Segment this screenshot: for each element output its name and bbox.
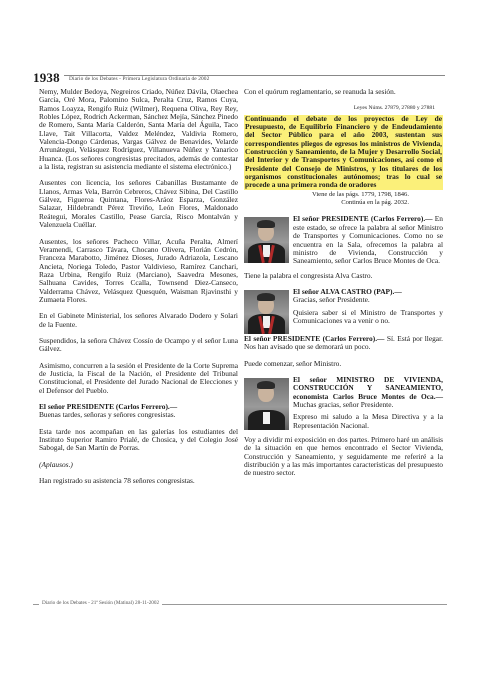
alva-castro-paragraph: Tiene la palabra el congresista Alva Castro. (244, 270, 373, 280)
president-photo (244, 217, 289, 263)
attendees-paragraph: Asimismo, concurren a la sesión el Presidente de la Corte Suprema de Justicia, la Fiscal de la Nación, el Presidente del Tribunal Constitucional, el Presidente del Jurado Nacional de Elecciones y el Defensor del Pueblo. (39, 360, 238, 395)
agenda-title: Continuando el debate de los proyectos de Ley de Presupuesto, de Equilibrio Financiero y de Endeudamiento del Sector Público para el año 2003, sustentan sus correspondientes pliegos de egresos los ministros de Vivienda, Construcción y Saneamiento, de la Mujer y Desarrollo Social, del Interior y de Transportes y Comunicaciones, así como el Presidente del Consejo de Ministros, y los titulares de los organismos constitucionales autónomos; tras lo cual se procede a una primera ronda de oradores (245, 113, 442, 190)
speaker-block-president (244, 215, 443, 271)
speaker-name: El señor ALVA CASTRO (PAP).— (293, 286, 402, 296)
students-paragraph: Esta tarde nos acompañan en las galerías los estudiantes del Instituto Superior Ramiro Prialé, de Chosica, y del Colegio José Sabogal, de San Martín de Porras. (39, 426, 238, 453)
speech-text: Sí. Está por llegar. Nos han avisado que se demorará un poco. (244, 333, 443, 352)
pages-reference: Viene de las págs. 1779, 1798, 1846. (311, 190, 409, 198)
speaker-name: El señor MINISTRO DE VIVIENDA, CONSTRUCCIÓN Y SANEAMIENTO, economista Carlos Bruce Montes de Oca.— (293, 374, 443, 401)
speech-text: Buenas tardes, señoras y señores congresistas. (39, 410, 176, 420)
running-title: Diario de los Debates - Primera Legislatura Ordinaria de 2002 (69, 76, 210, 82)
page-footer (33, 601, 447, 609)
begin-paragraph: Puede comenzar, señor Ministro. (244, 358, 342, 368)
left-column (39, 88, 238, 493)
speaker-block-alva-castro (244, 288, 443, 335)
exposition-paragraph: Voy a dividir mi exposición en dos partes. Primero haré un análisis de la situación en que hemos encontrado el Sector Vivienda, Construcción y Saneamiento, y seguidamente me referiré a la distribución y a las más importantes características del presupuesto de nuestro sector. (244, 434, 443, 478)
speech-text: Muchas gracias, señor Presidente. (293, 399, 394, 409)
president-greeting (39, 403, 238, 420)
speech-text: Gracias, señor Presidente. (293, 295, 370, 305)
applause-note: (Aplausos.) (39, 459, 73, 469)
speech-text: En este estado, se ofrece la palabra al señor Ministro de Transportes y Comunicaciones. Como no se encuentra en la Sala, ofrecemos la palabra al ministro de Vivienda, Construcción y Saneamiento, señor Carlos Bruce Montes de Oca. (293, 214, 443, 266)
absent-list: Ausentes, los señores Pacheco Villar, Acuña Peralta, Almerí Veramendi, Carrasco Távara, Chocano Olivera, Florián Cedrón, Franceza Marabotto, Jiménez Dioses, Jurado Adriazola, Lescano Ancieta, Noriega Toledo, Pastor Valdivieso, Ramírez Canchari, Raza Urbina, Rengifo Ruiz (Marciano), Saavedra Mesones, Salhuana Cavides, Torres Ccalla, Townsend Diez-Canseco, Valderrama Chávez, Velásquez Quesquén, Waisman Rjavinsthi y Zumaeta Flores. (39, 236, 238, 304)
agenda-highlight (244, 115, 443, 190)
speaker-name: El señor PRESIDENTE (Carlos Ferrero).— (39, 402, 178, 411)
speaker-name: El señor PRESIDENTE (Carlos Ferrero).— (293, 214, 433, 224)
footer-text: Diario de los Debates - 21ª Sesión (Matinal) 28-11-2002 (39, 600, 162, 606)
attendance-count: Han registrado su asistencia 78 señores congresistas. (39, 476, 195, 486)
continues-reference: Continúa en la pág. 2032. (341, 199, 409, 207)
attendance-list: Nemy, Mulder Bedoya, Negreiros Criado, Núñez Dávila, Olaechea García, Oré Mora, Palomino Sulca, Peralta Cruz, Ramos Cuya, Ramos Loayza, Rengifo Ruiz (Wilmer), Requena Oliva, Rey Rey, Robles López, Rodrich Ackerman, Sánchez Mejía, Sánchez Pinedo de Romero, Santa María Calderón, Santa María del Águila, Taco Llave, Tait Villacorta, Valdez Meléndez, Valdivia Romero, Valencia-Dongo Cárdenas, Vargas Gálvez de Benavides, Velarde Arrunátegui, Velásquez Rodríguez, Villanueva Núñez y Yanarico Huanca. (Los señores congresistas precitados, además de contestar a la lista, registran su asistencia mediante el sistema electrónico.) (39, 87, 238, 172)
page-header (33, 70, 445, 87)
suspended-paragraph: Suspendidos, la señora Chávez Cossío de Ocampo y el señor Luna Gálvez. (39, 335, 238, 354)
laws-reference: Leyes Núms. 27879, 27880 y 27881 (353, 105, 435, 112)
speech-text: Expreso mi saludo a la Mesa Directiva y a la Representación Nacional. (293, 412, 443, 430)
speech-text: Quisiera saber si el Ministro de Transportes y Comunicaciones va a venir o no. (293, 307, 443, 325)
alva-castro-photo (244, 290, 289, 334)
page-number: 1938 (33, 70, 60, 85)
right-column (244, 88, 443, 486)
speaker-block-minister (244, 376, 443, 436)
speaker-name: El señor PRESIDENTE (Carlos Ferrero).— (244, 333, 385, 343)
absent-with-leave: Ausentes con licencia, los señores Cabanillas Bustamante de Llanos, Armas Vela, Barrón Cebreros, Chávez Sibina, Del Castillo Gálvez, Figueroa Quintana, Flores-Aráoz Esparza, González Salazar, Hildebrandt Pérez Treviño, León Flores, Maldonado Reátegui, Morales Castillo, Pease García, Risco Montalván y Valenzuela Cuéllar. (39, 178, 238, 230)
quorum-paragraph: Con el quórum reglamentario, se reanuda la sesión. (244, 87, 396, 96)
cabinet-paragraph: En el Gabinete Ministerial, los señores Alvarado Dodero y Solari de la Fuente. (39, 311, 238, 329)
president-reply (244, 335, 443, 352)
minister-photo (244, 378, 289, 430)
